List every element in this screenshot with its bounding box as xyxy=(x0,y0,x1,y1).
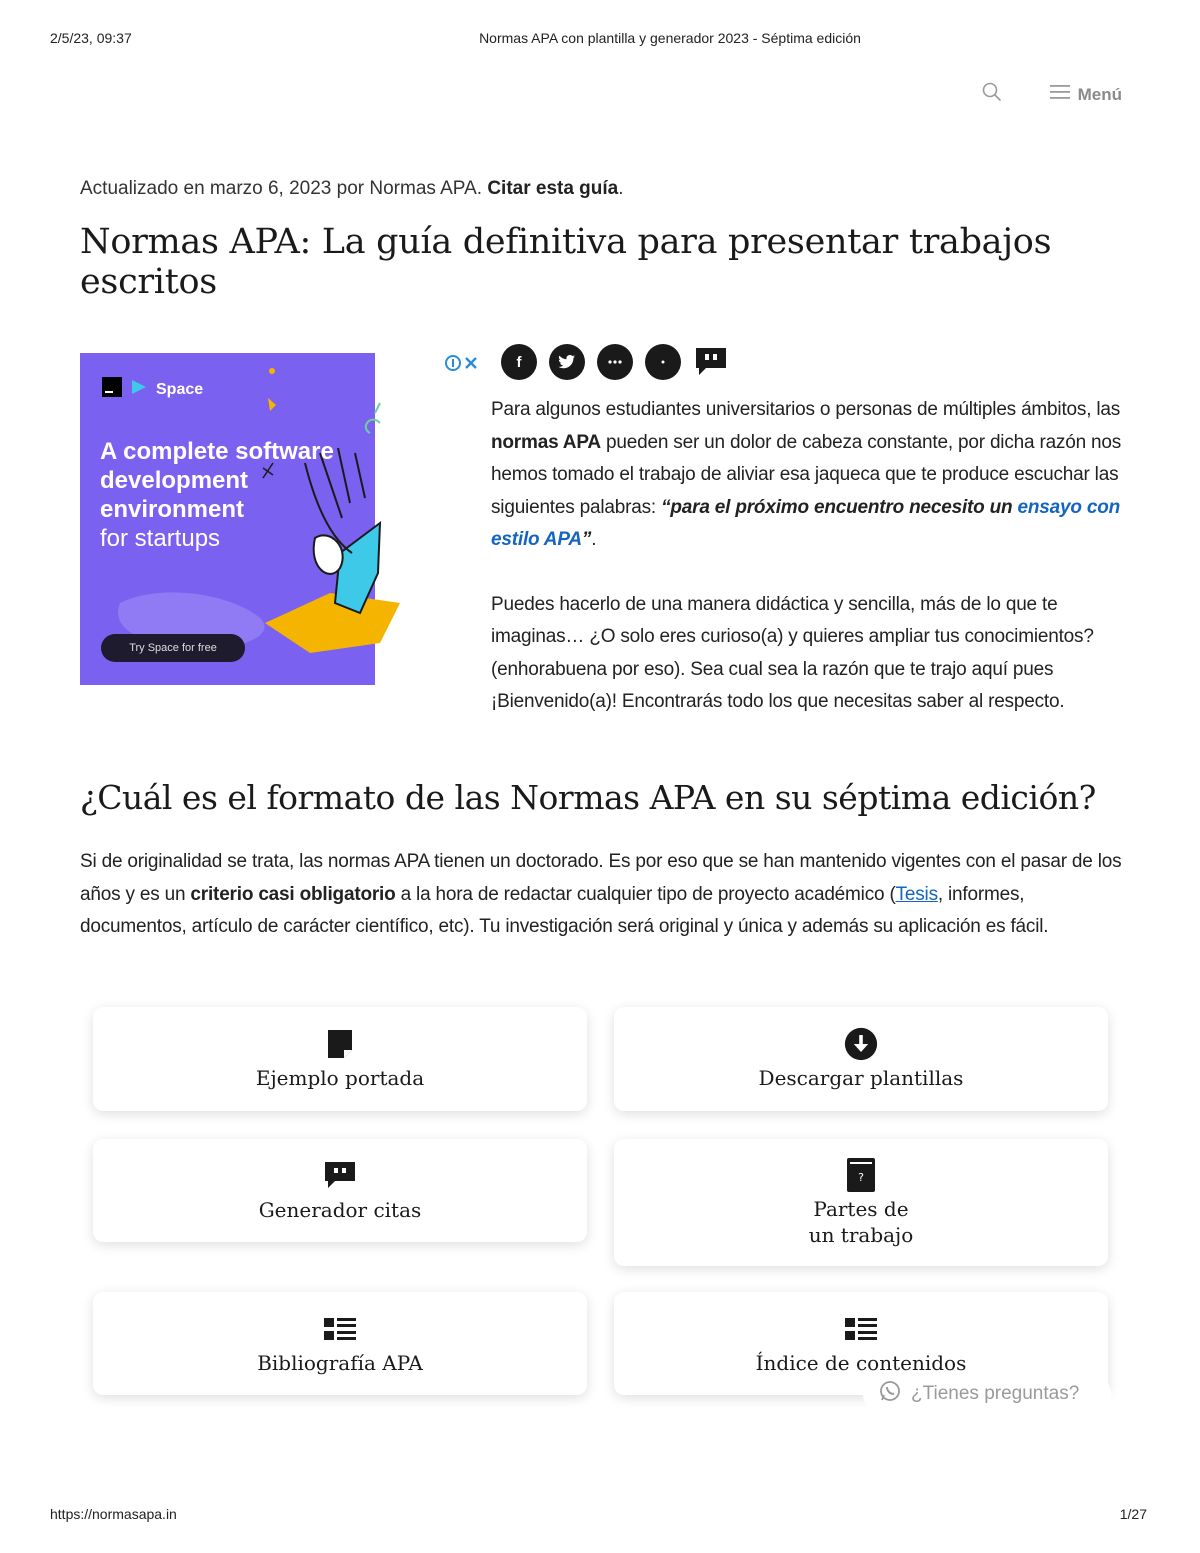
card-descargar-plantillas[interactable] xyxy=(614,1007,1108,1111)
whatsapp-icon[interactable] xyxy=(645,344,681,380)
print-datetime: 2/5/23, 09:37 xyxy=(50,30,132,46)
ad-headline xyxy=(100,437,360,553)
twitter-icon[interactable] xyxy=(549,344,585,380)
whatsapp-chat-button[interactable] xyxy=(863,1374,1111,1414)
download-icon xyxy=(844,1027,878,1061)
whatsapp-chat-icon xyxy=(879,1380,901,1408)
ad-info-icon[interactable] xyxy=(445,355,461,374)
space-logo-icon xyxy=(130,378,148,401)
ad-cta-button[interactable]: Try Space for free xyxy=(101,634,245,662)
page-title: Normas APA: La guía definitiva para presentar trabajos escritos xyxy=(80,222,1052,302)
card-partes-trabajo[interactable] xyxy=(614,1139,1108,1266)
ad-close-icon[interactable] xyxy=(464,356,478,373)
card-generador-citas[interactable] xyxy=(93,1139,587,1242)
card-label: Índice de contenidos xyxy=(755,1350,967,1375)
menu-label: Menú xyxy=(1077,84,1122,104)
document-icon xyxy=(323,1027,357,1061)
intro-p1-text-a: Para algunos estudiantes universitarios o personas de múltiples ámbitos, las xyxy=(491,399,1121,420)
intro-p1-period: . xyxy=(591,529,597,550)
intro-text xyxy=(491,394,1126,751)
card-bibliografia-apa[interactable] xyxy=(93,1292,587,1395)
intro-paragraph-1 xyxy=(491,394,1126,557)
card-label: Ejemplo portada xyxy=(255,1066,425,1090)
jetbrains-logo-icon xyxy=(102,377,122,402)
intro-quote-end: ” xyxy=(581,529,592,550)
svg-text:?: ? xyxy=(858,1170,864,1184)
print-url: https://normasapa.in xyxy=(50,1506,177,1522)
card-label: Partes de un trabajo xyxy=(808,1196,914,1247)
menu-button[interactable] xyxy=(1050,84,1122,105)
intro-p1-bold: normas APA xyxy=(491,431,601,453)
essay-apa-link[interactable]: ensayo con estilo APA xyxy=(491,496,1121,550)
thesis-link[interactable]: Tesis xyxy=(895,883,938,905)
intro-p1-text-b: pueden ser un dolor de cabeza constante, por dicha razón nos hemos tomado el trabajo de aliviar esa jaqueca que te produce escuchar las siguientes palabras: xyxy=(491,431,1122,518)
ad-choices-badge[interactable] xyxy=(445,355,478,374)
facebook-icon[interactable]: f xyxy=(501,344,537,380)
section-text-c: , informes, documentos, artículo de carácter científico, etc). Tu investigación será original y única y además su aplicación es fácil. xyxy=(80,883,1049,937)
quote-bubble-icon xyxy=(323,1159,357,1193)
updated-text: Actualizado en marzo 6, 2023 por Normas APA. xyxy=(80,178,483,199)
card-label: Generador citas xyxy=(258,1197,422,1222)
list-icon xyxy=(323,1312,357,1346)
print-page-title: Normas APA con plantilla y generador 2023 - Séptima edición xyxy=(479,30,861,46)
card-label: Descargar plantillas xyxy=(758,1066,964,1090)
section-bold: criterio casi obligatorio xyxy=(190,883,396,905)
ad-brand xyxy=(102,377,203,402)
chat-label: ¿Tienes preguntas? xyxy=(911,1383,1080,1404)
list-icon xyxy=(844,1312,878,1346)
intro-paragraph-2: Puedes hacerlo de una manera didáctica y sencilla, más de lo que te imaginas… ¿O solo eres curioso(a) y quieres ampliar tus conocimientos? (enhorabuena por eso). Sea cual sea la razón que te trajo aquí pues ¡Bienvenido(a)! Encontrarás todo los que necesitas saber al respecto. xyxy=(491,593,1094,712)
print-page-number: 1/27 xyxy=(1119,1506,1147,1522)
section-text-b: a la hora de redactar cualquier tipo de proyecto académico ( xyxy=(395,883,896,905)
cite-suffix: . xyxy=(618,178,624,199)
book-icon xyxy=(844,1158,878,1192)
advertisement[interactable] xyxy=(80,353,478,685)
card-label: Bibliografía APA xyxy=(257,1350,423,1375)
share-bar xyxy=(501,344,729,380)
top-navigation xyxy=(982,82,1122,107)
ad-brand-name: Space xyxy=(156,380,204,398)
updated-meta xyxy=(80,178,624,200)
section-paragraph xyxy=(80,846,1130,944)
section-heading: ¿Cuál es el formato de las Normas APA en su séptima edición? xyxy=(80,778,1096,817)
more-share-icon[interactable] xyxy=(597,344,633,380)
quote-comment-icon[interactable] xyxy=(693,344,729,380)
cite-guide-link[interactable]: Citar esta guía xyxy=(487,178,619,199)
search-icon[interactable] xyxy=(982,82,1002,107)
hamburger-icon xyxy=(1050,84,1070,105)
ad-headline-bold: A complete software development environment xyxy=(100,438,334,523)
ad-headline-light: for startups xyxy=(100,525,221,552)
card-ejemplo-portada[interactable] xyxy=(93,1007,587,1111)
intro-quote-text: “para el próximo encuentro necesito un xyxy=(661,496,1018,518)
section-text-a: Si de originalidad se trata, las normas APA tienen un doctorado. Es por eso que se han mantenido vigentes con el pasar de los años y es un xyxy=(80,851,1122,905)
